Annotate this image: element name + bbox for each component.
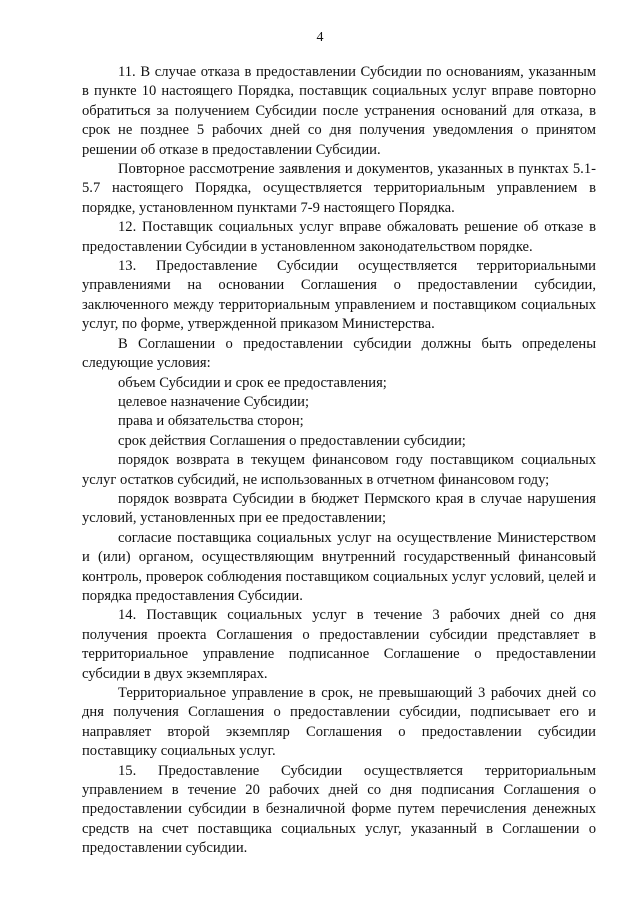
paragraph-agreement-conditions: В Соглашении о предоставлении субсидии должны быть определены следующие условия: — [82, 335, 596, 372]
page-number: 4 — [316, 30, 324, 45]
paragraph-12: 12. Поставщик социальных услуг вправе обжаловать решение об отказе в предоставлении Субсидии в установленном законодательством порядке. — [82, 219, 596, 255]
list-item: согласие поставщика социальных услуг на осуществление Министерством и (или) органом, осуществляющим внутренний государственный финансовый контроль, проверок соблюдения поставщиком социальных услуг условий, целей и порядка предоставления Субсидии. — [82, 529, 596, 604]
list-item: срок действия Соглашения о предоставлении субсидии; — [118, 432, 466, 449]
list-item: права и обязательства сторон; — [118, 413, 304, 430]
list-item: объем Субсидии и срок ее предоставления; — [118, 374, 387, 391]
paragraph-territorial-signing: Территориальное управление в срок, не превышающий 3 рабочих дней со дня получения Соглашения о предоставлении субсидии, подписывает его и направляет второй экземпляр Соглашения о предоставлении субсидии поставщику социальных услуг. — [82, 685, 596, 760]
list-item: порядок возврата в текущем финансовом году поставщиком социальных услуг остатков субсидий, не использованных в отчетном финансовом году; — [82, 452, 596, 488]
paragraph-11: 11. В случае отказа в предоставлении Субсидии по основаниям, указанным в пункте 10 настоящего Порядка, поставщик социальных услуг вправе повторно обратиться за получением Субсидии после устранения оснований для отказа, в срок не позднее 5 рабочих дней со дня получения уведомления о принятом решении об отказе в предоставлении Субсидии. — [82, 64, 596, 158]
paragraph-repeat-review: Повторное рассмотрение заявления и документов, указанных в пунктах 5.1-5.7 настоящего Порядка, осуществляется территориальным управлением в порядке, установленном пунктами 7-9 настоящего Порядка. — [82, 161, 596, 216]
paragraph-14: 14. Поставщик социальных услуг в течение 3 рабочих дней со дня получения проекта Соглашения о предоставлении субсидии представляет в территориальное управление подписанное Соглашение о предоставлении субсидии в двух экземплярах. — [82, 607, 596, 682]
paragraph-13: 13. Предоставление Субсидии осуществляется территориальными управлениями на основании Соглашения о предоставлении субсидии, заключенного между территориальным управлением и поставщиком социальных услуг, по форме, утвержденной приказом Министерства. — [82, 258, 596, 333]
paragraph-15: 15. Предоставление Субсидии осуществляется территориальным управлением в течение 20 рабочих дней со дня подписания Соглашения о предоставлении субсидии в безналичной форме путем перечисления денежных средств на счет поставщика социальных услуг, указанный в Соглашении о предоставлении субсидии. — [82, 762, 596, 857]
list-item: порядок возврата Субсидии в бюджет Пермского края в случае нарушения условий, установленных при ее предоставлении; — [82, 490, 596, 527]
list-item: целевое назначение Субсидии; — [118, 393, 310, 410]
document-body — [82, 63, 596, 859]
